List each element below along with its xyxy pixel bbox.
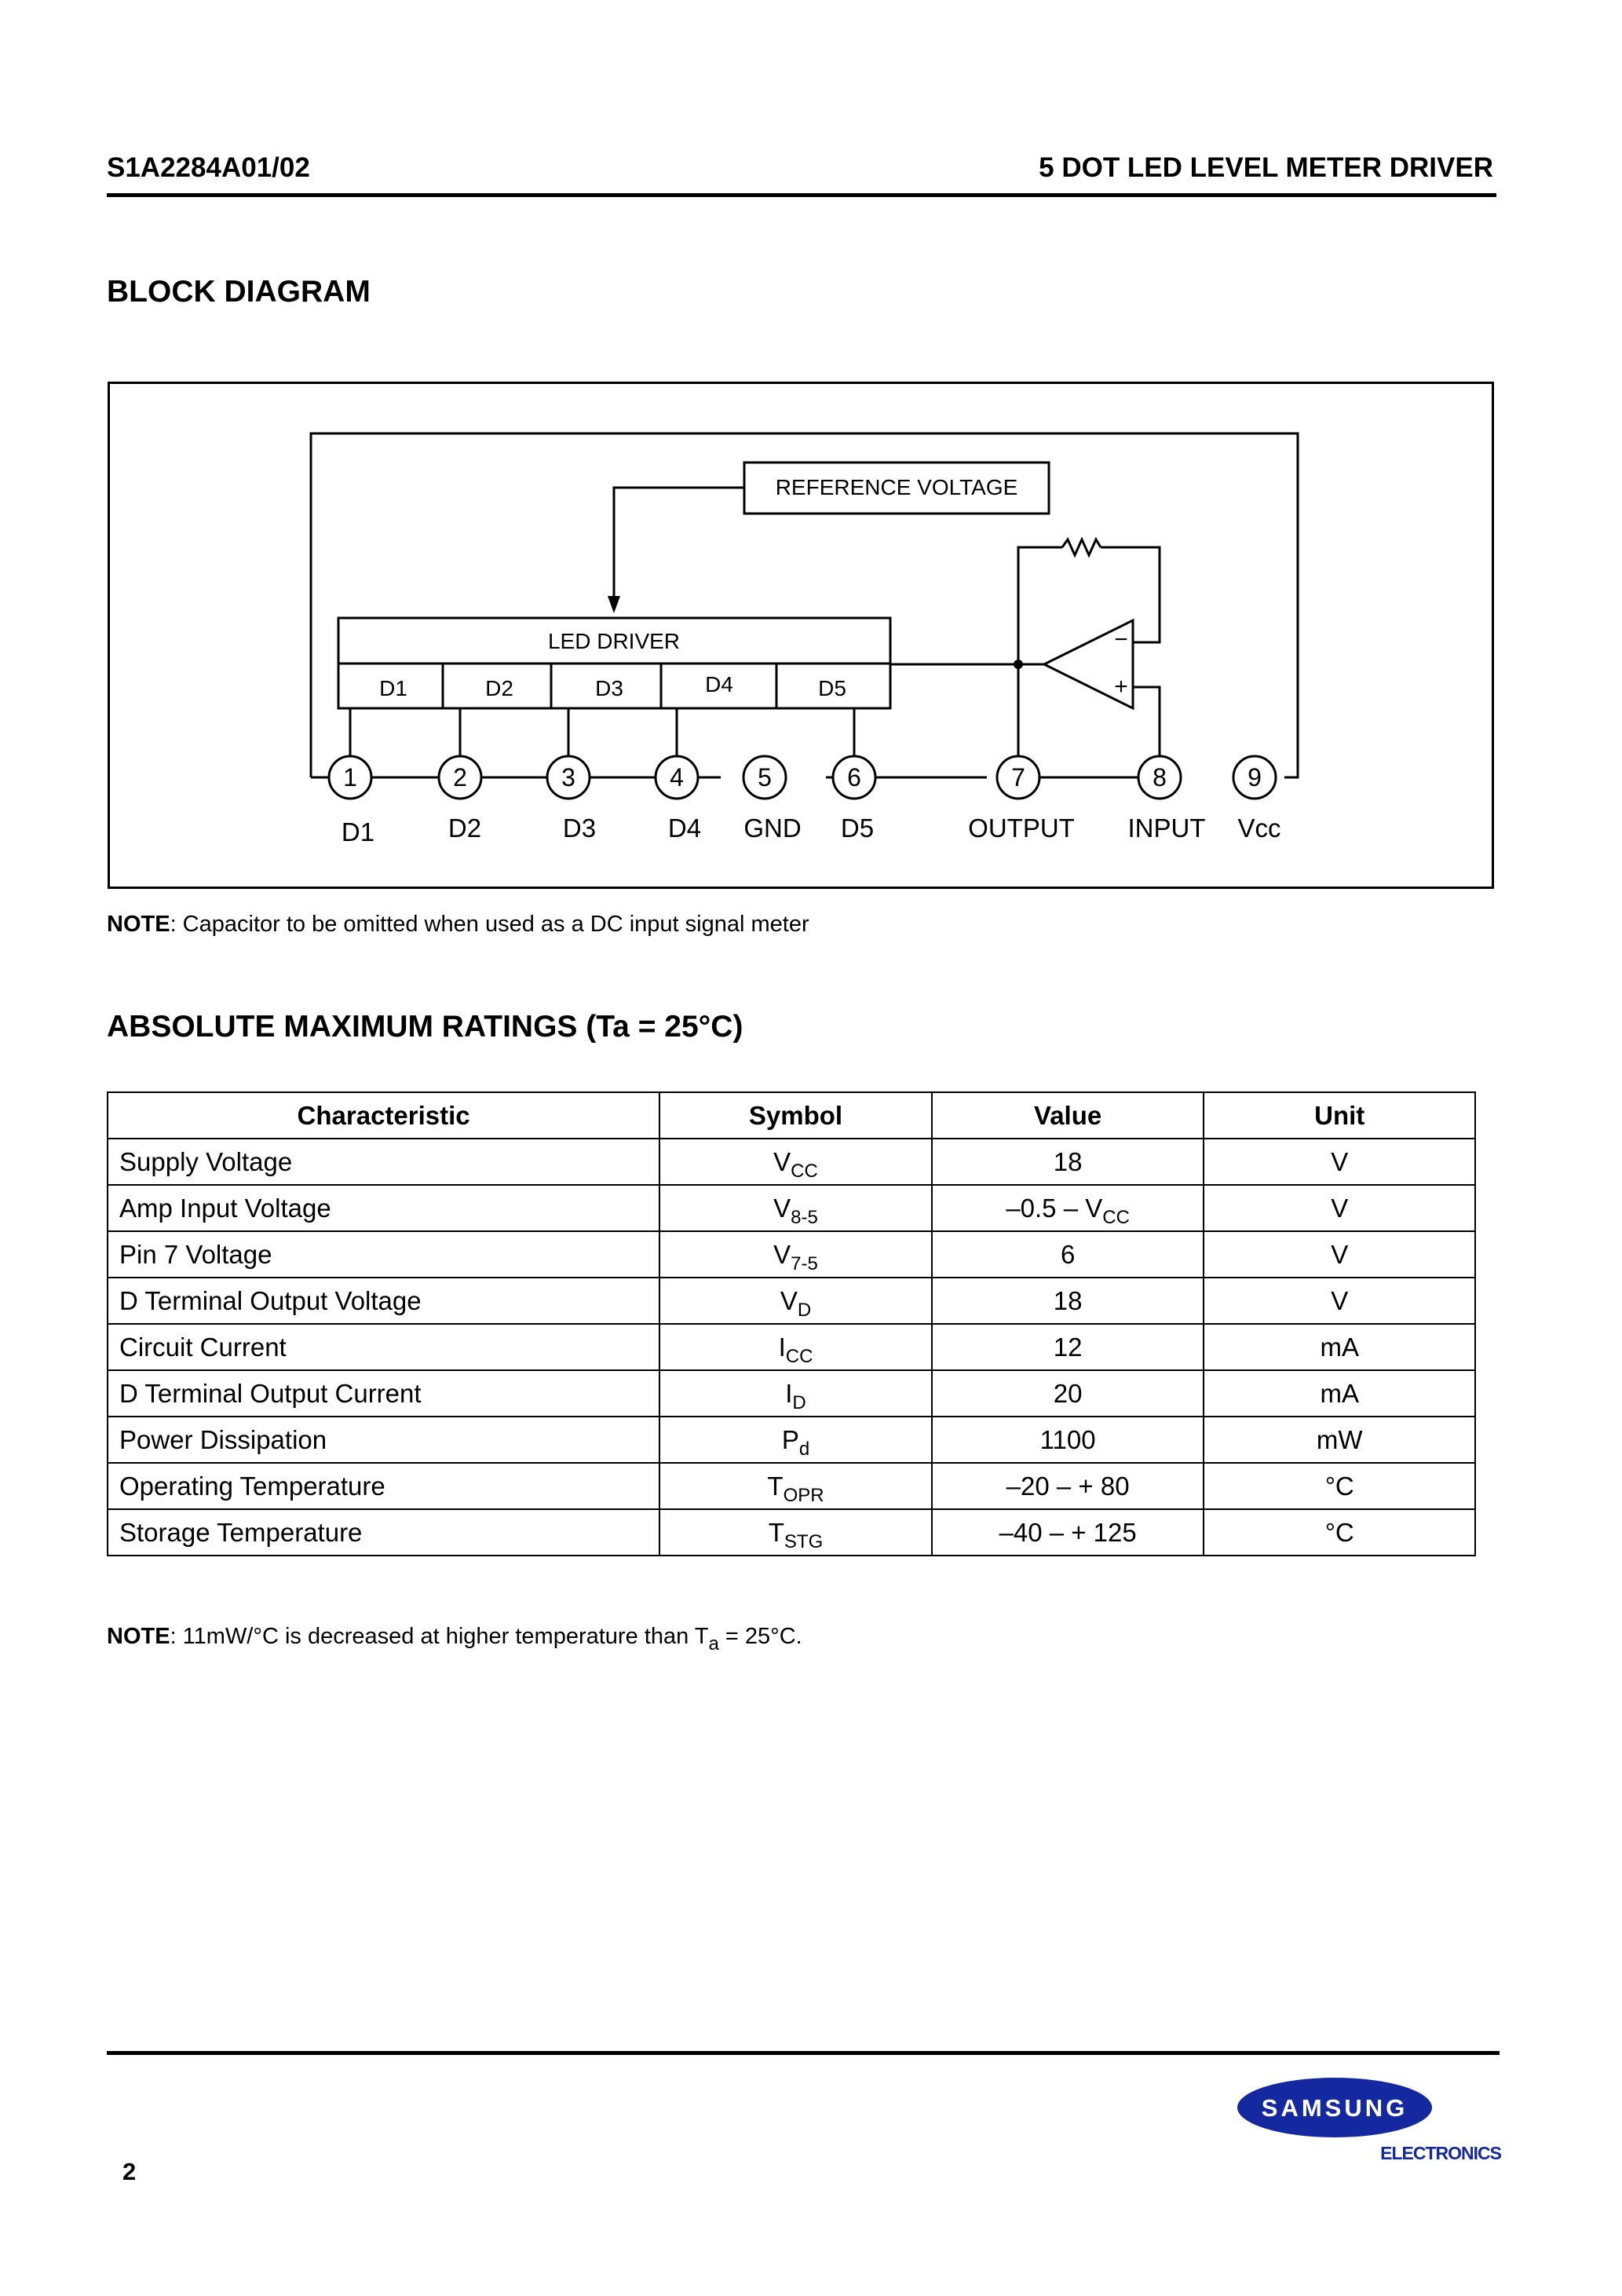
pin-label: D1: [341, 817, 375, 846]
pin-label: INPUT: [1127, 813, 1206, 843]
cell-unit: V: [1204, 1185, 1475, 1231]
note-label: NOTE: [107, 1624, 170, 1649]
cell-characteristic: D Terminal Output Current: [108, 1370, 659, 1417]
symbol-base: V: [773, 1146, 791, 1176]
cell-symbol: [659, 1324, 932, 1370]
cell-symbol: [659, 1231, 932, 1278]
cell-unit: mA: [1204, 1324, 1475, 1370]
cell-value: [932, 1278, 1204, 1324]
diagram-note: [107, 913, 809, 936]
logo-wordmark: SAMSUNG: [1261, 2094, 1408, 2122]
symbol-subscript: OPR: [783, 1484, 824, 1506]
note-text: : 11mW/°C is decreased at higher temperature than T: [170, 1624, 709, 1649]
ratings-table: [107, 1091, 1476, 1556]
note-subscript: a: [708, 1633, 719, 1654]
value-base: –0.5 – V: [1006, 1193, 1103, 1223]
pin-number: 3: [561, 763, 575, 792]
cell-value: [932, 1370, 1204, 1417]
symbol-base: P: [781, 1424, 799, 1454]
driver-cell-d5: D5: [818, 676, 846, 700]
cell-characteristic: Operating Temperature: [108, 1463, 659, 1509]
symbol-subscript: 8-5: [791, 1206, 818, 1228]
table-header-row: [108, 1092, 1475, 1139]
driver-cell-d1: D1: [379, 676, 407, 700]
table-row: [108, 1139, 1475, 1185]
pin-label: GND: [743, 813, 802, 843]
symbol-subscript: STG: [784, 1530, 824, 1552]
cell-characteristic: Power Dissipation: [108, 1417, 659, 1463]
table-row: [108, 1324, 1475, 1370]
column-header-unit: Unit: [1204, 1092, 1475, 1139]
symbol-subscript: CC: [785, 1345, 813, 1367]
cell-unit: °C: [1204, 1463, 1475, 1509]
cell-symbol: [659, 1417, 932, 1463]
note-label: NOTE: [107, 912, 170, 937]
note-text-end: = 25°C.: [718, 1624, 802, 1649]
cell-characteristic: Pin 7 Voltage: [108, 1231, 659, 1278]
pin-number: 9: [1248, 763, 1262, 792]
table-row: [108, 1509, 1475, 1556]
symbol-subscript: d: [798, 1438, 810, 1460]
column-header-symbol: Symbol: [659, 1092, 932, 1139]
feedback-resistor: [1062, 539, 1101, 555]
value-base: 12: [1053, 1332, 1083, 1362]
reference-arrow: [608, 596, 620, 613]
value-base: 6: [1060, 1239, 1076, 1269]
cell-value: [932, 1324, 1204, 1370]
cell-symbol: [659, 1370, 932, 1417]
samsung-logo: [1234, 2073, 1517, 2171]
cell-characteristic: Supply Voltage: [108, 1139, 659, 1185]
symbol-base: T: [767, 1471, 784, 1501]
pin-label: OUTPUT: [968, 813, 1075, 843]
cell-characteristic: Amp Input Voltage: [108, 1185, 659, 1231]
pin-label: Vcc: [1237, 813, 1281, 843]
reference-voltage-label: REFERENCE VOLTAGE: [775, 475, 1018, 499]
table-row: [108, 1278, 1475, 1324]
pin-label: D2: [448, 813, 482, 843]
cell-symbol: [659, 1139, 932, 1185]
pin-number: 7: [1011, 763, 1025, 792]
symbol-base: V: [773, 1193, 791, 1223]
table-row: [108, 1185, 1475, 1231]
cell-value: [932, 1463, 1204, 1509]
column-header-characteristic: Characteristic: [108, 1092, 659, 1139]
driver-cell-d3: D3: [595, 676, 623, 700]
led-driver-label: LED DRIVER: [547, 629, 681, 653]
page-number: 2: [122, 2158, 137, 2185]
value-base: 18: [1053, 1285, 1083, 1315]
symbol-subscript: 7-5: [791, 1252, 818, 1274]
symbol-subscript: D: [797, 1299, 812, 1321]
cell-symbol: [659, 1278, 932, 1324]
table-row: [108, 1417, 1475, 1463]
symbol-subscript: CC: [791, 1160, 818, 1182]
cell-symbol: [659, 1463, 932, 1509]
opamp-minus: −: [1114, 627, 1128, 653]
table-row: [108, 1463, 1475, 1509]
driver-cell-d2: D2: [485, 676, 513, 700]
value-base: –40 – + 125: [999, 1517, 1137, 1547]
document-title: 5 DOT LED LEVEL METER DRIVER: [1039, 152, 1493, 183]
cell-unit: V: [1204, 1139, 1475, 1185]
cell-value: [932, 1231, 1204, 1278]
symbol-base: T: [768, 1517, 784, 1547]
symbol-base: I: [785, 1378, 793, 1408]
pin-label: D4: [667, 813, 702, 843]
symbol-base: I: [778, 1332, 786, 1362]
value-base: –20 – + 80: [1006, 1471, 1130, 1501]
pin-number: 5: [758, 763, 772, 792]
logo-subtitle: ELECTRONICS: [1380, 2143, 1501, 2163]
symbol-base: V: [773, 1239, 791, 1269]
value-base: 18: [1053, 1146, 1083, 1176]
ratings-note: [107, 1624, 802, 1654]
driver-cell-d4: D4: [705, 672, 733, 696]
cell-unit: V: [1204, 1231, 1475, 1278]
value-base: 1100: [1039, 1424, 1096, 1454]
column-header-value: Value: [932, 1092, 1204, 1139]
cell-symbol: [659, 1509, 932, 1556]
header-rule: [107, 193, 1496, 197]
cell-characteristic: Circuit Current: [108, 1324, 659, 1370]
block-diagram-frame: [108, 382, 1494, 889]
part-number: S1A2284A01/02: [107, 152, 310, 183]
pin-number: 2: [453, 763, 467, 792]
ratings-title: ABSOLUTE MAXIMUM RATINGS (Ta = 25°C): [107, 1010, 743, 1044]
cell-unit: V: [1204, 1278, 1475, 1324]
block-diagram: [110, 384, 1492, 887]
symbol-base: V: [780, 1285, 798, 1315]
pin-label: D5: [840, 813, 875, 843]
cell-value: [932, 1139, 1204, 1185]
samsung-logo-graphic: [1234, 2073, 1517, 2167]
cell-characteristic: D Terminal Output Voltage: [108, 1278, 659, 1324]
cell-value: [932, 1417, 1204, 1463]
cell-symbol: [659, 1185, 932, 1231]
value-subscript: CC: [1102, 1206, 1130, 1228]
symbol-subscript: D: [792, 1391, 806, 1413]
block-diagram-title: BLOCK DIAGRAM: [107, 275, 371, 309]
cell-unit: mA: [1204, 1370, 1475, 1417]
pin-label: D3: [562, 813, 597, 843]
pin-number: 8: [1153, 763, 1167, 792]
footer-rule: [107, 2051, 1500, 2055]
cell-value: [932, 1509, 1204, 1556]
cell-unit: mW: [1204, 1417, 1475, 1463]
note-text: : Capacitor to be omitted when used as a DC input signal meter: [170, 912, 809, 937]
ratings-table-body: [108, 1139, 1475, 1556]
table-row: [108, 1231, 1475, 1278]
pin-number: 4: [670, 763, 684, 792]
cell-unit: °C: [1204, 1509, 1475, 1556]
table-row: [108, 1370, 1475, 1417]
cell-value: [932, 1185, 1204, 1231]
opamp-plus: +: [1114, 674, 1128, 700]
value-base: 20: [1053, 1378, 1083, 1408]
pin-number: 6: [847, 763, 861, 792]
cell-characteristic: Storage Temperature: [108, 1509, 659, 1556]
pin-number: 1: [343, 763, 357, 792]
